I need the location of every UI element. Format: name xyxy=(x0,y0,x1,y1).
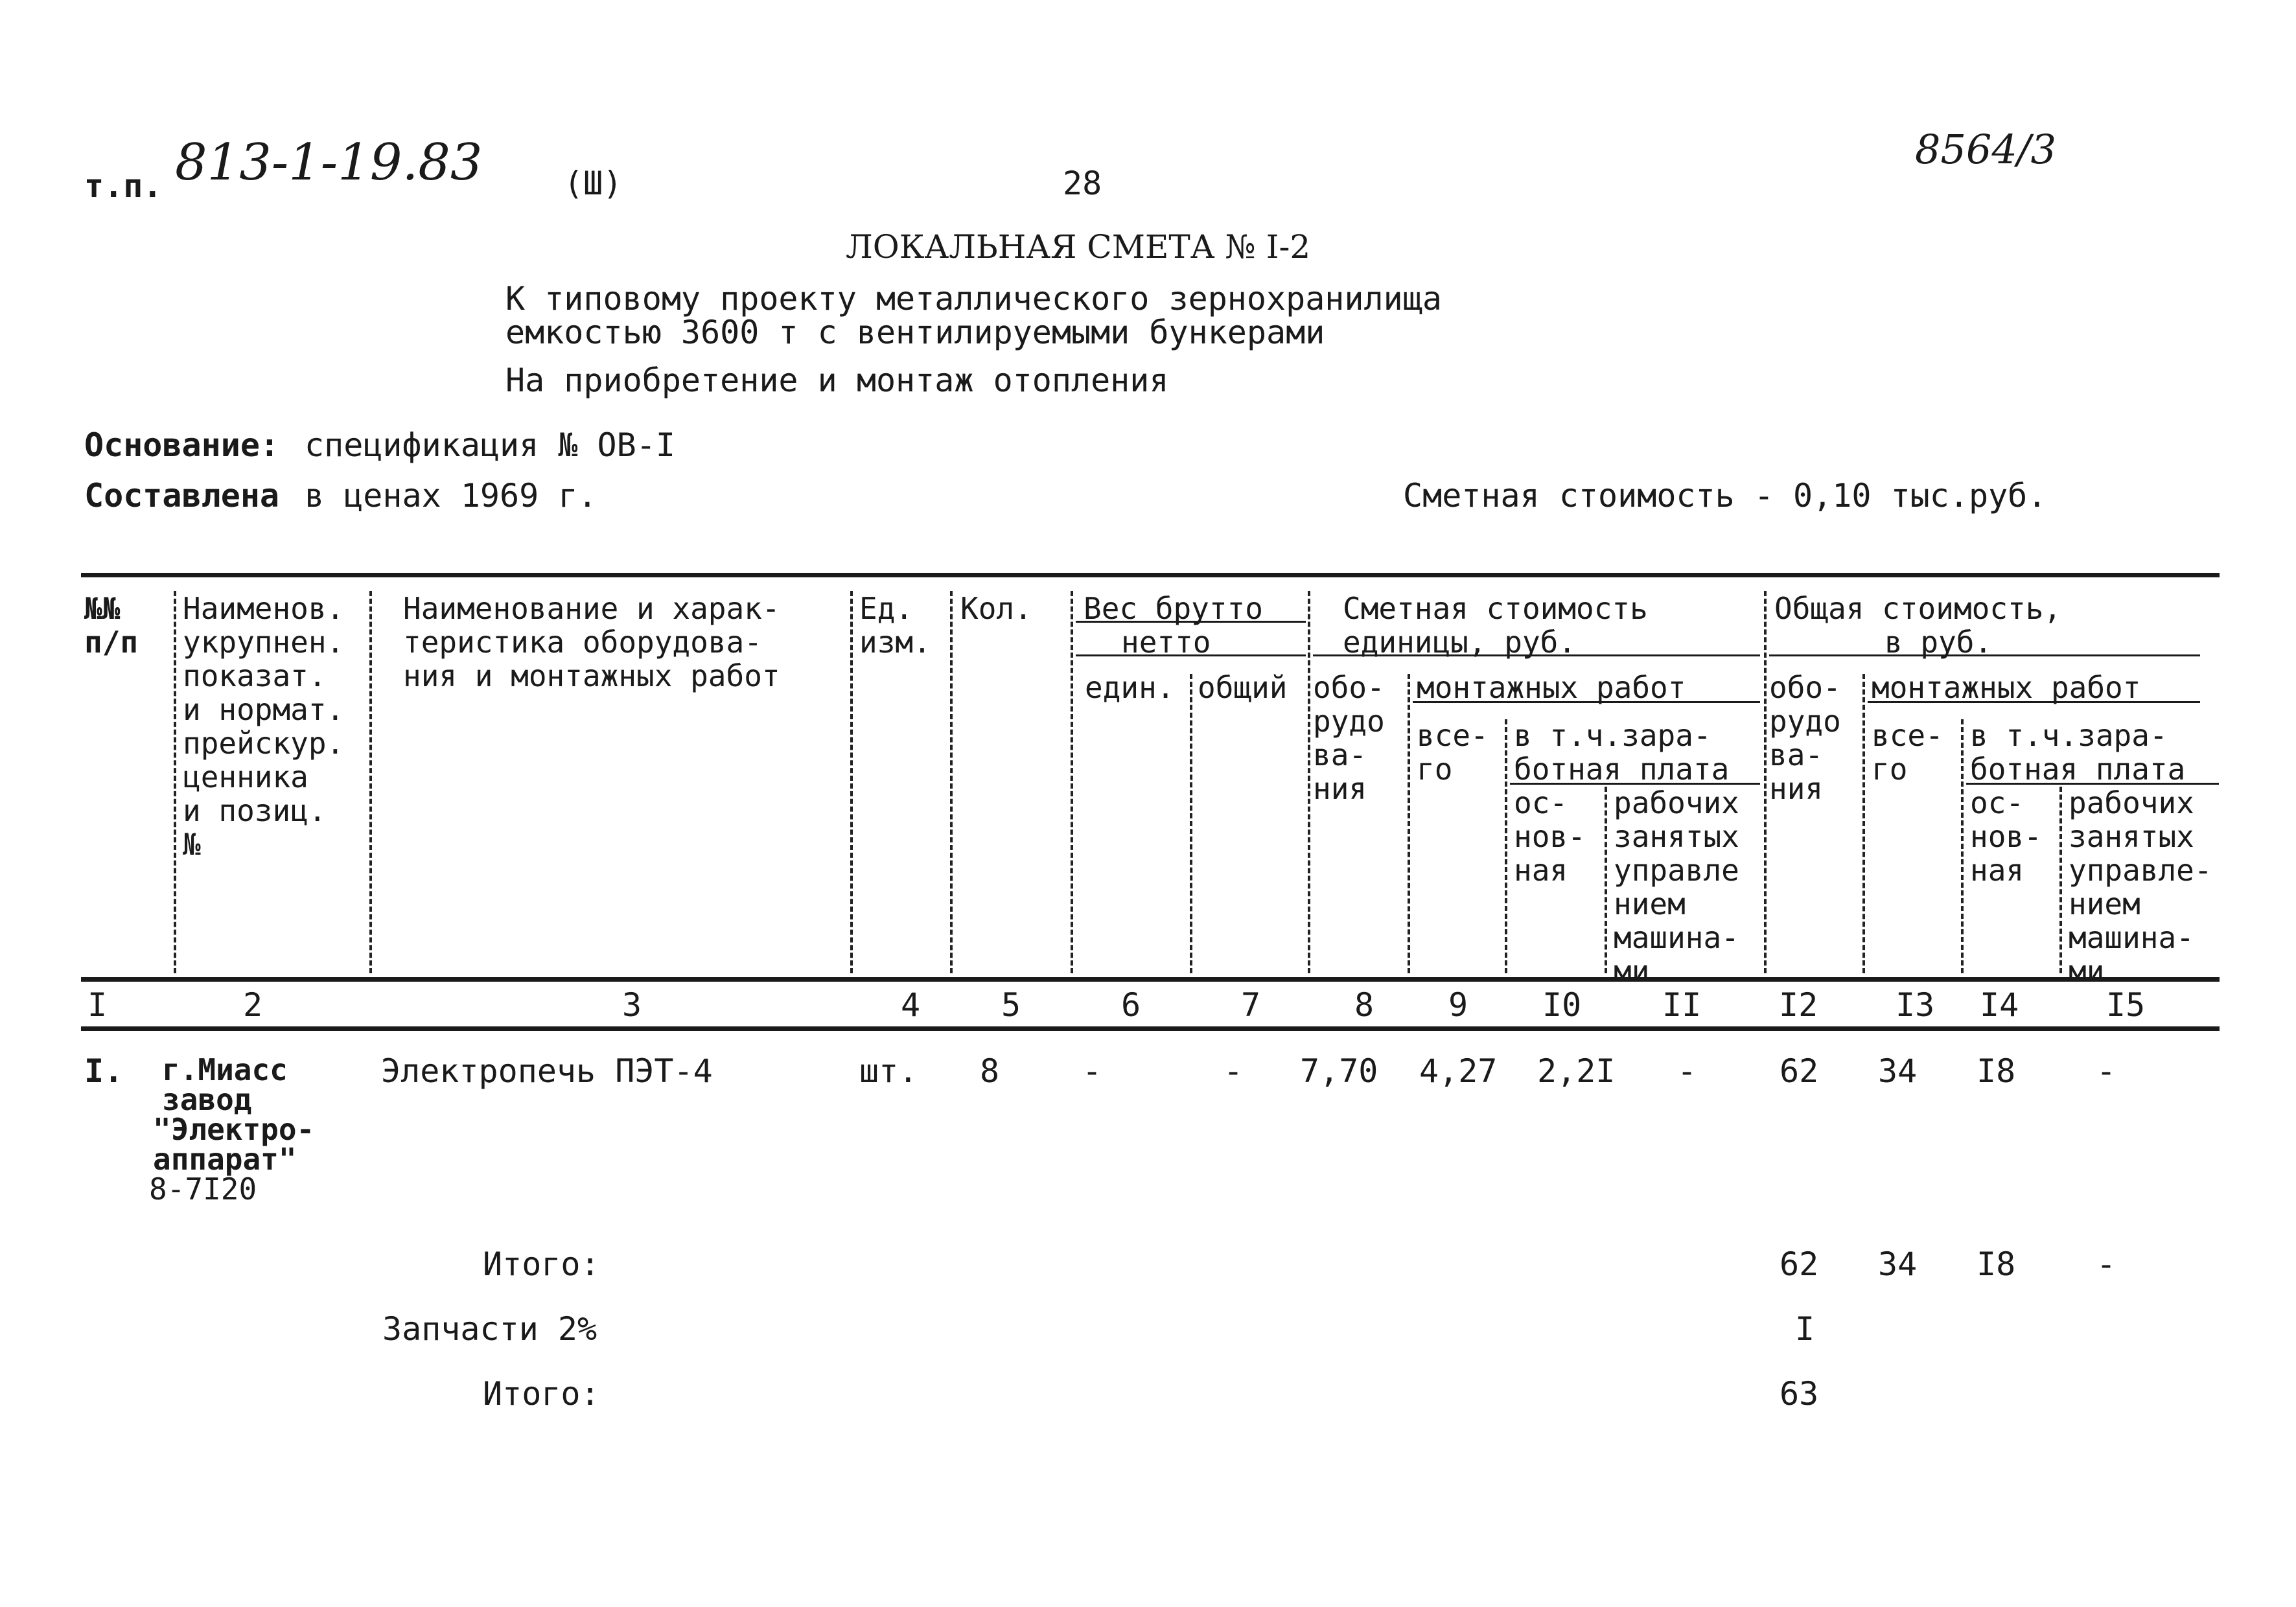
column-number: I0 xyxy=(1542,986,1582,1024)
col-sep xyxy=(2059,787,2062,973)
row-weight-unit: - xyxy=(1082,1052,1102,1090)
row-total-wages-basic: I8 xyxy=(1977,1052,2016,1090)
project-subtitle-line1: К типовому проекту металлического зернохранилища xyxy=(505,280,1442,318)
col-sep xyxy=(1605,787,1607,973)
col-sep xyxy=(1190,674,1192,973)
row-unit: шт. xyxy=(859,1052,918,1090)
summary-label: Итого: xyxy=(483,1245,600,1283)
header-unit-all: все- го xyxy=(1417,718,1489,787)
compiled-value: в ценах 1969 г. xyxy=(305,477,597,514)
col-sep xyxy=(950,591,953,973)
header-unit-wages: в т.ч.зара- ботная плата xyxy=(1514,718,1730,787)
archive-number-handwritten: 8564/3 xyxy=(1915,126,2057,173)
colnum-bottom-rule xyxy=(81,1026,2220,1031)
spare-parts-label: Запчасти 2% xyxy=(382,1310,597,1348)
header-weight-total: общий xyxy=(1198,670,1288,705)
compiled-label: Составлена xyxy=(84,477,280,514)
column-number: 4 xyxy=(901,986,921,1024)
header-weight-bottom: нетто xyxy=(1121,625,1211,660)
col-sep xyxy=(1961,719,1964,973)
estimate-purpose: На приобретение и монтаж отопления xyxy=(505,362,1169,399)
row-unit-install-all: 4,27 xyxy=(1419,1052,1498,1090)
header-col5: Кол. xyxy=(960,591,1032,626)
project-subtitle-line2: емкостью 3600 т с вентилируемыми бункерами xyxy=(505,314,1325,351)
header-col1: №№ п/п xyxy=(84,591,139,660)
grand-total-equipment: 63 xyxy=(1780,1375,1819,1413)
basis-value: спецификация № ОВ-I xyxy=(305,426,675,464)
column-number: 9 xyxy=(1448,986,1468,1024)
row-total-wages-machine: - xyxy=(2096,1052,2116,1090)
estimated-cost: Сметная стоимость - 0,10 тыс.руб. xyxy=(1403,477,2047,514)
col-sep xyxy=(1505,719,1507,973)
column-number: 7 xyxy=(1241,986,1261,1024)
row-number: I. xyxy=(84,1052,124,1090)
column-number: 8 xyxy=(1354,986,1374,1024)
row-code: г.Миасс завод "Электро- аппарат" 8-7I20 xyxy=(149,1052,315,1207)
header-total-cost: Общая стоимость, в руб. xyxy=(1774,591,2062,660)
row-weight-total: - xyxy=(1223,1052,1244,1090)
column-number: I5 xyxy=(2106,986,2146,1024)
column-number: 3 xyxy=(622,986,642,1024)
header-total-wages: в т.ч.зара- ботная плата xyxy=(1970,718,2186,787)
header-unit-install: монтажных работ xyxy=(1417,670,1686,705)
header-total-basic: ос- нов- ная xyxy=(1970,785,2042,888)
col-sep xyxy=(1071,591,1073,973)
column-number: I2 xyxy=(1779,986,1818,1024)
header-unit-cost: Сметная стоимость единицы, руб. xyxy=(1343,591,1648,660)
header-unit-machine: рабочих занятых управле нием машина- ми xyxy=(1614,785,1739,989)
col-sep xyxy=(1764,591,1767,973)
row-total-equipment: 62 xyxy=(1780,1052,1819,1090)
spare-parts-equipment: I xyxy=(1795,1310,1815,1348)
col-sep xyxy=(1308,591,1310,973)
summary-total-equipment: 62 xyxy=(1780,1245,1819,1283)
header-total-install: монтажных работ xyxy=(1872,670,2141,705)
tp-number-handwritten: 813-1-19.83 xyxy=(175,133,483,192)
row-qty: 8 xyxy=(980,1052,1000,1090)
column-number: I4 xyxy=(1980,986,2019,1024)
col-sep xyxy=(369,591,372,973)
basis-label: Основание: xyxy=(84,426,280,464)
summary-total-machine: - xyxy=(2096,1245,2116,1283)
header-col4: Ед. изм. xyxy=(859,591,931,660)
header-weight-top: Вес брутто xyxy=(1084,591,1263,626)
row-total-install-all: 34 xyxy=(1878,1052,1918,1090)
column-number: 2 xyxy=(243,986,263,1024)
row-unit-equipment: 7,70 xyxy=(1300,1052,1378,1090)
column-number: 5 xyxy=(1001,986,1021,1024)
estimate-heading: ЛОКАЛЬНАЯ СМЕТА № I-2 xyxy=(846,228,1311,266)
column-number: I3 xyxy=(1896,986,1935,1024)
header-total-equipment: обо- рудо ва- ния xyxy=(1769,670,1841,806)
page-number: 28 xyxy=(1063,165,1102,202)
grand-total-label: Итого: xyxy=(483,1375,600,1413)
column-number: 6 xyxy=(1121,986,1141,1024)
column-number: II xyxy=(1662,986,1702,1024)
row-name: Электропечь ПЭТ-4 xyxy=(381,1052,713,1090)
col-sep xyxy=(850,591,853,973)
header-col3: Наименование и харак- теристика оборудова- ния и монтажных работ xyxy=(403,591,780,693)
col-sep xyxy=(1408,674,1410,973)
column-number: I xyxy=(87,986,108,1024)
col-sep xyxy=(1862,674,1865,973)
summary-total-wages: I8 xyxy=(1977,1245,2016,1283)
volume-mark: (Ш) xyxy=(564,165,623,202)
header-col2: Наименов. укрупнен. показат. и нормат. прейскур. ценника и позиц. № xyxy=(183,591,345,862)
header-weight-unit: един. xyxy=(1085,670,1175,705)
tp-prefix: т.п. xyxy=(84,167,163,205)
row-unit-wages-basic: 2,2I xyxy=(1537,1052,1616,1090)
header-total-all: все- го xyxy=(1872,718,1943,787)
header-bottom-rule xyxy=(81,977,2220,982)
table-top-rule xyxy=(81,573,2220,577)
header-unit-basic: ос- нов- ная xyxy=(1514,785,1586,888)
summary-total-install: 34 xyxy=(1878,1245,1918,1283)
header-total-machine: рабочих занятых управле- нием машина- ми xyxy=(2069,785,2212,989)
header-unit-equipment: обо- рудо ва- ния xyxy=(1313,670,1385,806)
col-sep xyxy=(174,591,176,973)
row-unit-wages-machine: - xyxy=(1677,1052,1697,1090)
